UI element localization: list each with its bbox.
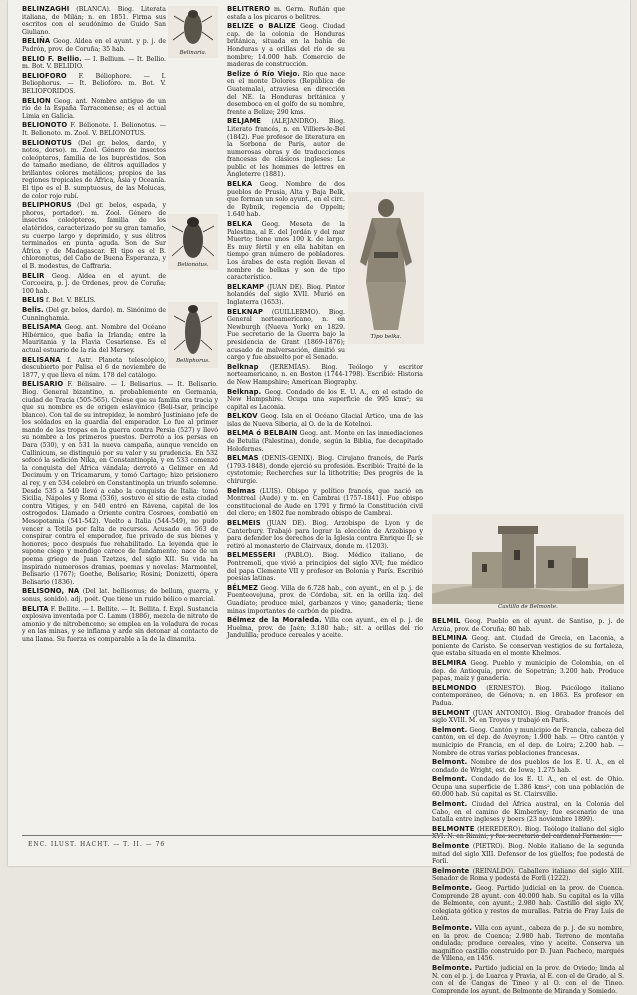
dictionary-entry bbox=[432, 843, 624, 866]
entry-text: Condado de los E. U. A., en el est. de Ohio. Ocupa una superficie de 1.386 kms², con una población de 60.000 hab. Su capital es St. Clairsville. bbox=[432, 776, 624, 799]
column-right bbox=[432, 6, 624, 995]
castillo-caption: Castillo de Belmonte. bbox=[498, 604, 558, 610]
entry-headword: Belize ó Río Viejo. bbox=[227, 69, 300, 78]
entry-text: (HEREDERO). Biog. Teólogo italiano del siglo XVI. N. en Rimini, y fue secretario del cardenal Farnesio. bbox=[432, 825, 624, 841]
castillo-belmonte-illustration bbox=[432, 514, 624, 614]
encyclopedia-page bbox=[8, 0, 630, 995]
entry-headword: BELMINA bbox=[432, 634, 468, 643]
entry-text: Geog. Nombre de dos pueblos de Prusia, Alta y Baja Belk, que forman un solo ayunt., en el circ. de Rybnik, regencia de Oppeln; 1.640 hab. bbox=[227, 181, 345, 219]
dictionary-entry bbox=[432, 868, 624, 883]
entry-text: (DENIS-GENIX). Biog. Cirujano francés, de París (1793-1848), donde ejerció su profesión. Escribió: Traité de la cystotomie; Recherches sur la lithotritie; Des progrès de la chirurgie. bbox=[227, 455, 423, 486]
entry-headword: BELIÑA bbox=[22, 37, 51, 46]
dictionary-entry bbox=[227, 6, 423, 21]
entry-headword: Belmont. bbox=[432, 725, 468, 734]
entry-headword: BELIS bbox=[22, 296, 45, 305]
entry-headword: Belmonte. bbox=[432, 963, 473, 972]
man-figure-drawing bbox=[348, 192, 424, 334]
dictionary-entry bbox=[22, 273, 218, 296]
entry-text: Partido judicial en la prov. de Oviedo; linda al N. con el p. j. de Luarca y Pravia, al E. con el de Grado, al S. con el de Cangas de Tineo y al O. con el de Tineo. Comprende los ayunt. de Belmonte de Miranda y Somiedo. bbox=[432, 964, 624, 995]
entry-headword: BELMONTE bbox=[432, 824, 475, 833]
belinaria-illustration bbox=[168, 6, 218, 58]
dictionary-entry bbox=[227, 430, 423, 453]
entry-text: (Del gr. belos, dardo). m. Sinónimo de Cunninghamia. bbox=[22, 306, 166, 322]
entry-headword: BELIR bbox=[22, 271, 45, 280]
entry-text: Geog. Villa de 6.728 hab., con ayunt., en el p. j. de Fuenteovejuna, prov. de Córdoba, sit. en la orilla izq. del Guadiato; produce miel, garbanzos y vino; ganadería; tiene minas importantes de carbón de piedra. bbox=[227, 584, 423, 615]
entry-text: (ERNESTO). Biog. Psicólogo italiano contemporáneo, de Génova; n. en 1863. Es profesor en Padua. bbox=[432, 684, 624, 707]
entry-headword: Belmonte bbox=[432, 842, 470, 851]
dictionary-entry bbox=[432, 801, 624, 824]
entry-headword: BELKA bbox=[227, 180, 253, 189]
dictionary-entry bbox=[432, 826, 624, 841]
entry-text: Geog. Cantón y municipio de Francia, cabeza del cantón, en el dep. de Aveyron; 1.900 hab. — Otro cantón y municipio de Francia, en el dep. de Loira; 2.200 hab. — Nombre de otras varias poblaciones francesas. bbox=[432, 726, 624, 757]
entry-text: Ciudad del África austral, en la Colonia del Cabo, en el camino de Kimberley; fue escenario de una batalla entre ingleses y boers (23 noviembre 1899). bbox=[432, 801, 624, 824]
entry-headword: BÉLMEZ bbox=[227, 583, 259, 592]
entry-text: (JUAN DE). Biog. Pintor holandés del siglo XVII. Murió en Inglaterra (1653). bbox=[227, 283, 345, 306]
entry-headword: BELMIL bbox=[432, 617, 461, 625]
entry-text: Geog. Partido judicial en la prov. de Cuenca. Comprende 28 ayunt. con 40.000 hab. Su capital es la villa de Belmonte, con ayunt.; 2.980 hab. Castillo del siglo XV, colegiata gótica y restos de murallas. Patria de Fray Luis de León. bbox=[432, 885, 624, 923]
beetle-drawing bbox=[168, 214, 218, 262]
dictionary-entry bbox=[227, 71, 423, 117]
entry-text: Geog. Pueblo y municipio de Colombia, en el dep. de Antioquia, prov. de Sopetrán; 3.200 hab. Produce papas, maíz y ganadería. bbox=[432, 659, 624, 683]
dictionary-entry bbox=[22, 606, 218, 644]
dictionary-entry bbox=[22, 122, 218, 137]
tipo-belka-illustration bbox=[348, 192, 424, 344]
beliphorus-illustration bbox=[168, 302, 218, 368]
belionotus-caption: Belionotus. bbox=[177, 262, 209, 268]
dictionary-entry bbox=[227, 455, 423, 485]
entry-headword: BELMONT bbox=[432, 708, 470, 717]
entry-headword: BELIONOTUS bbox=[22, 138, 72, 147]
entry-headword: Belis. bbox=[22, 305, 44, 314]
entry-headword: Belmonte. bbox=[432, 884, 473, 892]
tipo-belka-caption: Tipo belka. bbox=[370, 334, 402, 340]
entry-text: f. Astr. Planeta telescópico, descubierto por Palisa el 6 de noviembre de 1877, y que lleva el núm. 178 del catálogo. bbox=[22, 356, 166, 379]
dictionary-entry bbox=[22, 98, 218, 121]
dictionary-entry bbox=[432, 759, 624, 774]
dictionary-entry bbox=[432, 885, 624, 923]
castle-drawing bbox=[432, 514, 624, 604]
entry-text: Geog. Isla en el Océano Glacial Ártico, una de las islas de Nueva Siberia, al O. de la de Kotelnoi. bbox=[227, 413, 423, 428]
entry-text: Geog. ant. Nombre antiguo de un río de la España Tarraconense; es el actual Limia en Galicia. bbox=[22, 97, 166, 120]
entry-text: F. Bellite. — I. Bellite. — It. Bellita. f. Expl. Sustancia explosiva inventada por C. Lamm (1886), mezcla de nitrato de amonio y de nitrobenceno; se emplea en la voladura de rocas y en las minas, y se inflama y arde sin detonar al contacto de una llama. Su fuerza es comparable a la de la dinamita. bbox=[22, 605, 218, 643]
dictionary-entry bbox=[432, 727, 624, 757]
column-left bbox=[22, 6, 218, 830]
entry-text: Geog. Pueblo en el ayunt. de Santiso, p. j. de Arzúa, prov. de Coruña; 80 hab. bbox=[432, 618, 624, 633]
entry-headword: Belmonte bbox=[432, 866, 470, 875]
entry-text: (JEREMÍAS). Biog. Teólogo y escritor norteamericano, n. en Boston (1744-1798). Escribió: Historia de New Hampshire; American Biography. bbox=[227, 363, 423, 386]
dictionary-entry bbox=[22, 588, 218, 603]
entry-text: Geog. Condado de los E. U. A., en el estado de New Hampshire. Ocupa una superficie de 995 kms²; su capital es Laconia. bbox=[227, 388, 423, 411]
entry-headword: BELMEIS bbox=[227, 519, 261, 527]
entry-text: Geog. Ciudad cap. de la colonia de Honduras británica, situada en la bahía de Honduras y a orillas del río de su nombre; 14.000 hab. Comercio de maderas de construcción. bbox=[227, 23, 345, 69]
entry-headword: BELKNAP bbox=[227, 307, 264, 316]
entry-text: Geog. ant. Monte en las inmediaciones de Betulia (Palestina), donde, según la Biblia, fue decapitado Holofernes. bbox=[227, 430, 423, 453]
entry-headword: BELISAMA bbox=[22, 323, 62, 332]
entry-text: (Del gr. belos, dardo, y notos, dorso). m. Zool. Género de insectos coleópteros, familia de los bupréstidos. Son de tamaño mediano, de élitros aquillados y brillantes colores metálicos; propios de las regiones tropicales de África, Asia y Oceanía. El tipo es el B. sumptuosus, de las Molucas, de color rojo rubí. bbox=[22, 139, 166, 200]
entry-headword: BELITA bbox=[22, 604, 49, 613]
entry-text: Nombre de dos pueblos de los E. U. A., en el condado de Wright, est. de Iowa; 1.275 hab. bbox=[432, 759, 624, 774]
dictionary-entry bbox=[432, 965, 624, 995]
entry-headword: BELJAME bbox=[227, 117, 262, 126]
entry-text: f. Bot. V. BELIS. bbox=[44, 297, 96, 305]
entry-headword: BELIPHORUS bbox=[22, 201, 72, 210]
dictionary-entry bbox=[432, 660, 624, 683]
entry-headword: BELIO F. Bellio. bbox=[22, 54, 82, 63]
entry-text: (GUILLERMO). Biog. General norteamericano, n. en Newburgh (Nueva York) en 1829. Fue secretario de la Guerra bajo la presidencia de Grant (1869-1876); acusado de malversación, dimitió su cargo y fue absuelto por el Senado. bbox=[227, 308, 345, 362]
entry-text: Río que nace en el monte Dolores (República de Guatemala), atraviesa en dirección del NE. la Honduras británica y desemboca en el golfo de su nombre, frente a Belize; 290 kms. bbox=[227, 70, 345, 116]
dictionary-entry bbox=[22, 140, 218, 201]
beliphorus-caption: Belliphorus. bbox=[176, 358, 210, 364]
entry-headword: Belmont. bbox=[432, 758, 468, 767]
entry-text: (PABLO). Biog. Médico italiano, de Pontremoli, que vivió a principios del siglo XVI; fue médico del papa Clemente VII y profesor en Bolonia y París. Escribió poesías latinas. bbox=[227, 552, 423, 583]
beetle-drawing bbox=[168, 6, 218, 50]
entry-text: Villa con ayunt., en el p. j. de Huelma, prov. de Jaén; 3.180 hab.; sit. a orillas del río Jandulilla; produce cereales y aceite. bbox=[227, 617, 423, 640]
entry-text: — I. Bellium. — It. Bellio. m. Bot. V. BELIDIO. bbox=[22, 55, 166, 71]
entry-text: F. Bélionote. I. Belionotus. — It. Belionoto. m. Zool. V. BELIONOTUS. bbox=[22, 122, 166, 137]
entry-headword: Belmas bbox=[227, 486, 256, 495]
entry-text: F. Bélisaire. — I. Belisarius. — It. Belisario. Biog. General bizantino, n. probablemente en Germania, ciudad de Tracia (505-565). Créese que su familia era tracia y que su nombre es de origen eslavónico (Beli-tsar, príncipe blanco). Con tal de su intrepidez, le nombró Justiniano jefe de los soldados en la guardia del emperador. Lo fue al primer mando de las tropas en la guerra contra Persia (527) y llevó su nombre a los primeros puestos. Derrotó a los persas en Dara (530), y en 531 la nueva campaña, aunque vencido en Callinicum, se distinguió por su valor y su prudencia. En 532 sofocó la sedición Nika, en Constantinopla, y en 533 comenzó la conquista del África vándala; derrotó a Gelimer en Ad Decimum y en Tricamarum, y tomó Cartago; hizo prisionero al rey, y en 534 celebró en Constantinopla un triunfo solemne. Desde 535 a 540 llevó a cabo la conquista de Italia: tomó Sicilia, Nápoles y Roma (536), sostuvo el sitio de esta ciudad contra Vitiges, y en 540 entró en Rávena, capital de los ostrogodos. Llamado a Oriente contra Cosroes, combatió en Mesopotamia (541-542). Vuelto a Italia (544-549), no pudo vencer a Totila por falta de recursos. Acusado en 563 de conspirar contra el emperador, fue privado de sus bienes y honores; poco después fue rehabilitado. La leyenda que le supone ciego y mendigo carece de fundamento; nace de un poema griego de Juan Tzetzes, del siglo XII. Su vida ha inspirado numerosos dramas, poemas y novelas: Marmontel, Belisario (1767); Goethe, Belisario; Rosini; Donizetti, ópera Belisario (1836). bbox=[22, 381, 218, 586]
dictionary-entry bbox=[432, 710, 624, 725]
entry-text: (JUAN ANTONIO). Biog. Grabador francés del siglo XVIII. M. en Troyes y trabajó en París. bbox=[432, 709, 624, 725]
entry-text: Geog. ant. Ciudad de Grecia, en Laconia, a poniente de Caristo. Se conservan vestigios de su fortaleza, que estaba situada en el monte Khelmos. bbox=[432, 635, 624, 658]
entry-text: (ALEJANDRO). Biog. Literato francés, n. en Villiers-le-Bel (1842). Fue profesor de literatura en la Sorbona de París, autor de numerosas obras y de traducciones francesas de clásicos ingleses: Le public et les hommes de lettres en Angleterre (1881). bbox=[227, 118, 345, 179]
dictionary-entry bbox=[227, 364, 423, 387]
dictionary-entry bbox=[227, 23, 423, 69]
entry-text: (LUIS). Obispo y político francés, que nació en Montreal (Aude) y m. en Cambrai (1757-1841). Fue obispo constitucional de Aude en 1791 y firmó la Constitución civil del clero; en 1802 fue nombrado obispo de Cambrai. bbox=[227, 487, 423, 518]
entry-headword: Belmonte. bbox=[432, 923, 473, 932]
entry-headword: BELIOFORO bbox=[22, 71, 67, 80]
entry-headword: BELKA bbox=[227, 220, 253, 229]
entry-headword: Belknap bbox=[227, 362, 259, 371]
dictionary-entry bbox=[432, 635, 624, 658]
dictionary-entry bbox=[227, 413, 423, 428]
dictionary-entry bbox=[227, 585, 423, 615]
dictionary-entry bbox=[227, 118, 423, 179]
entry-headword: BELMAS bbox=[227, 454, 259, 463]
entry-headword: BELMONDO bbox=[432, 683, 477, 692]
entry-headword: BELINZAGHI bbox=[22, 5, 70, 13]
dictionary-entry bbox=[227, 520, 423, 550]
dictionary-entry bbox=[22, 381, 218, 586]
entry-text: (REINALDO). Caballero italiano del siglo XIII. Senador de Roma y podestá de Forlì (1222). bbox=[432, 867, 624, 883]
entry-text: Villa con ayunt., cabeza de p. j. de su nombre, en la prov. de Cuenca; 2.980 hab. Terreno de montaña ondulada; produce cereales, vino y aceite. Conserva un magnífico castillo construido por D. Juan Pacheco, marqués de Villena, en 1456. bbox=[432, 924, 624, 963]
entry-headword: BELION bbox=[22, 96, 51, 105]
entry-headword: Belmont. bbox=[432, 800, 468, 809]
entry-headword: BELISARIO bbox=[22, 380, 64, 389]
dictionary-entry bbox=[432, 776, 624, 799]
entry-headword: BELIZE o BALIZE bbox=[227, 22, 296, 31]
entry-headword: BELITRERO bbox=[227, 5, 271, 13]
entry-headword: BELMA ó BELBAIN bbox=[227, 429, 298, 438]
entry-headword: BELMESSERI bbox=[227, 551, 276, 560]
entry-headword: Belknap. bbox=[227, 387, 262, 396]
entry-headword: Bélmez de la Moraleda. bbox=[227, 616, 322, 625]
belinaria-caption: Belinaria. bbox=[179, 50, 207, 56]
beetle-drawing bbox=[168, 302, 218, 358]
dictionary-entry bbox=[227, 389, 423, 412]
entry-text: Geog. ant. Nombre del Océano Hibérnico, que baña la Irlanda; entre la Mauritania y la Flavia Cesariense. Es el actual estuario de la ría del Mersey. bbox=[22, 324, 166, 354]
entry-text: (Del lat. bellisonus; de bellum, guerra, y sonus, sonido). adj. poét. Que tiene un ruido bélico o marcial. bbox=[22, 588, 218, 603]
dictionary-entry bbox=[227, 552, 423, 582]
entry-headword: Belmont. bbox=[432, 775, 468, 784]
entry-headword: BELIONOTO bbox=[22, 121, 68, 130]
entry-text: Geog. Aldea en el ayunt. de Corcoeira, p. j. de Ordenes, prov. de Coruña; 100 hab. bbox=[22, 272, 166, 295]
entry-text: (JUAN DE). Biog. Arzobispo de Lyon y de Canterbury. Trabajó para lograr la elección de Arzobispo y para defender los derechos de la Iglesia contra Enrique II; se retiró al monasterio de Clairvaux, donde m. (1203). bbox=[227, 520, 423, 550]
entry-headword: BELKAMP bbox=[227, 282, 265, 291]
footer-rule bbox=[22, 835, 622, 836]
page-footer: ENC. ILUST. HACHT. — T. II. — 76 bbox=[28, 841, 166, 848]
entry-text: (PIETRO). Biog. Noble italiano de la segunda mitad del siglo XIII. Defensor de los güelfos; fue podestá de Forlì. bbox=[432, 843, 624, 866]
dictionary-entry bbox=[22, 73, 218, 96]
entry-headword: BELMIRA bbox=[432, 658, 467, 667]
dictionary-entry bbox=[227, 617, 423, 640]
entry-headword: BELISANA bbox=[22, 355, 61, 364]
dictionary-entry bbox=[432, 685, 624, 708]
entry-text: Geog. Aldea en el ayunt. y p. j. de Padrón, prov. de Coruña; 35 hab. bbox=[22, 38, 166, 53]
dictionary-entry bbox=[227, 488, 423, 518]
entry-headword: BELISONO, NA bbox=[22, 587, 80, 596]
column-middle bbox=[227, 6, 423, 830]
belionotus-illustration bbox=[168, 214, 218, 270]
dictionary-entry bbox=[432, 925, 624, 963]
entry-text: (BLANCA). Biog. Literata italiana, de Milán; n. en 1851. Firma sus escritos con el seudónimo de Guido San Giuliano. bbox=[22, 6, 166, 36]
entry-headword: BELKOV bbox=[227, 412, 258, 421]
entry-text: m. Germ. Rufián que estafa a los pícaros o belitres. bbox=[227, 6, 345, 21]
entry-text: Geog. Meseta de la Palestina, al E. del Jordán y del mar Muerto; tiene unos 100 k. de largo. Es muy fértil y en ella habitan en tiempo gran número de pobladores. Los árabes de esta región llevan el nombre de belkas y son de tipo característico. bbox=[227, 221, 345, 282]
entry-text: F. Béliophore. — I. Beliophorus. — It. Belioforo. m. Bot. V. BELIOFORIDOS. bbox=[22, 72, 166, 95]
entry-text: (Del gr. belos, espada, y phoros, portador). m. Zool. Género de insectos coleópteros, familia de los elatéridos, caracterizado por su gran tamaño, su cuerpo largo y deprimido, y sus élitros terminados en punta aguda. Son de Sur África y de Madagascar. El tipo es el B. chloronotus, del Cabo de Buena Esperanza, y el B. modestus, de Caffraria. bbox=[22, 202, 166, 270]
